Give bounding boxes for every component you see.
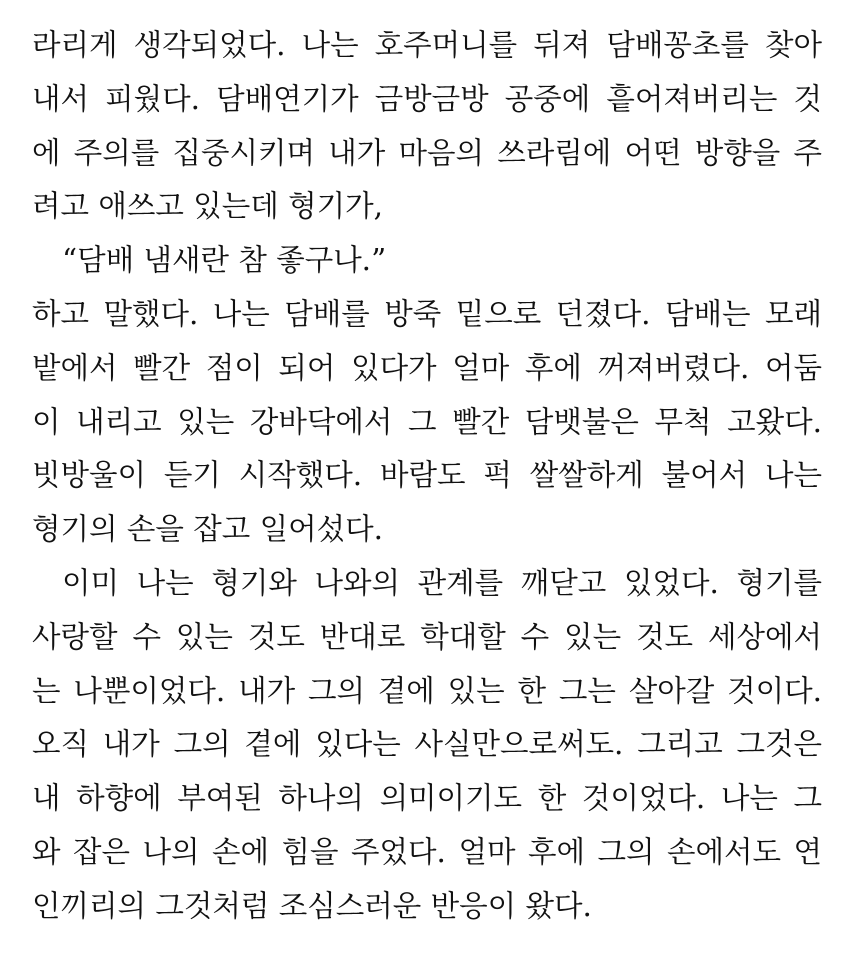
text-line: 사랑할 수 있는 것도 반대로 학대할 수 있는 것도 세상에서	[32, 619, 822, 654]
text-line: 빗방울이 듣기 시작했다. 바람도 퍽 쌀쌀하게 불어서 나는	[32, 458, 822, 493]
paragraph-first-line: 이미 나는 형기와 나와의 관계를 깨닫고 있었다. 형기를	[62, 565, 822, 600]
text-line: 형기의 손을 잡고 일어섰다.	[32, 512, 383, 547]
text-line: 오직 내가 그의 곁에 있다는 사실만으로써도. 그리고 그것은	[32, 727, 822, 762]
text-line: 하고 말했다. 나는 담배를 방죽 밑으로 던졌다. 담배는 모래	[32, 296, 822, 331]
page-text-body	[32, 19, 822, 934]
text-line: 와 잡은 나의 손에 힘을 주었다. 얼마 후에 그의 손에서도 연	[32, 834, 822, 869]
text-line: 밭에서 빨간 점이 되어 있다가 얼마 후에 꺼져버렸다. 어둠	[32, 350, 822, 385]
text-line: 에 주의를 집중시키며 내가 마음의 쓰라림에 어떤 방향을 주	[32, 135, 822, 170]
text-line: 내서 피웠다. 담배연기가 금방금방 공중에 흩어져버리는 것	[32, 81, 822, 116]
text-line: 는 나뿐이었다. 내가 그의 곁에 있는 한 그는 살아갈 것이다.	[32, 673, 822, 708]
text-line: 려고 애쓰고 있는데 형기가,	[32, 189, 383, 224]
dialogue-line: “담배 냄새란 참 좋구나.”	[62, 243, 387, 278]
text-line: 내 하향에 부여된 하나의 의미이기도 한 것이었다. 나는 그	[32, 781, 822, 816]
text-line: 인끼리의 그것처럼 조심스러운 반응이 왔다.	[32, 888, 592, 923]
text-line: 라리게 생각되었다. 나는 호주머니를 뒤져 담배꽁초를 찾아	[32, 28, 822, 62]
text-line: 이 내리고 있는 강바닥에서 그 빨간 담뱃불은 무척 고왔다.	[32, 404, 822, 439]
